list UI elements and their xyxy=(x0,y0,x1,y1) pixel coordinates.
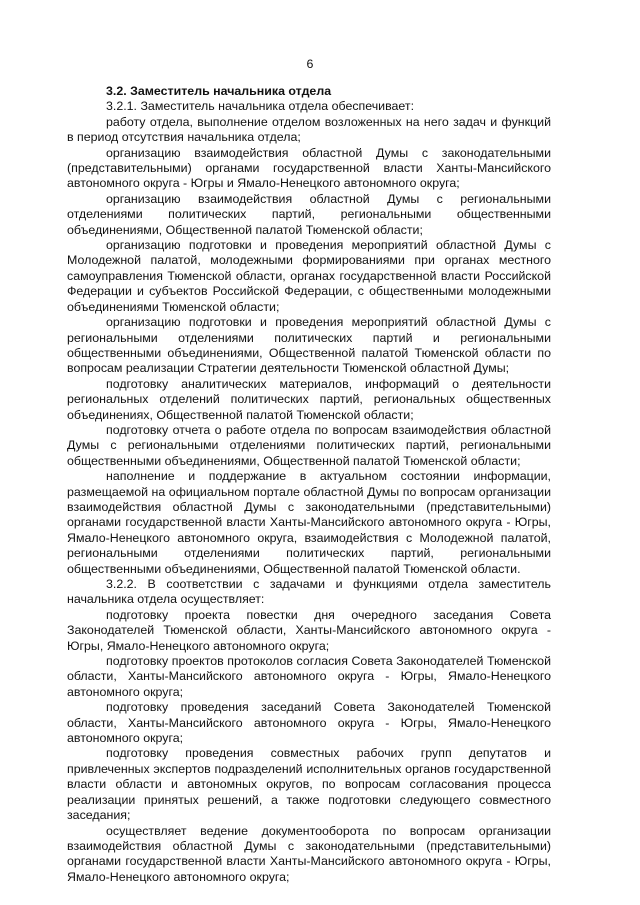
paragraph: подготовку проведения совместных рабочих групп депутатов и привлеченных экспертов подразделений исполнительных органов государственной власти области и автономных округов, по вопросам согласования процесса реализации принятых решений, а также подготовки следующего совместного заседания; xyxy=(67,746,551,823)
paragraph: подготовку проведения заседаний Совета Законодателей Тюменской области, Ханты-Мансийского автономного округа - Югры, Ямало-Ненецкого автономного округа; xyxy=(67,700,551,746)
paragraph: подготовку аналитических материалов, информаций о деятельности региональных отделений политических партий, региональных общественных объединениях, Общественной палатой Тюменской области; xyxy=(67,376,551,422)
paragraph: организацию подготовки и проведения мероприятий областной Думы с Молодежной палатой, молодежными формированиями при органах местного самоуправления Тюменской области, органах государственной власти Российской Федерации и субъектов Российской Федерации, с общественными молодежными объединениями Тюменской области; xyxy=(67,238,551,314)
paragraph: наполнение и поддержание в актуальном состоянии информации, размещаемой на официальном портале областной Думы по вопросам организации взаимодействия областной Думы с законодательными (представительными) органами государственной власти Ханты-Мансийского автономного округа - Югры, Ямало-Ненецкого автономного округа, взаимодействия с Молодежной палатой, региональными отделениями политических партий, региональными общественными объединениями, Общественной палатой Тюменской области. xyxy=(67,469,551,576)
paragraph: подготовку отчета о работе отдела по вопросам взаимодействия областной Думы с региональными отделениями политических партий, региональными общественными объединениями, Общественной палатой Тюменской области; xyxy=(67,422,551,468)
document-body xyxy=(67,84,551,885)
paragraph: работу отдела, выполнение отделом возложенных на него задач и функций в период отсутствия начальника отдела; xyxy=(67,114,551,145)
paragraph: организацию подготовки и проведения мероприятий областной Думы с региональными отделениями политических партий и региональными общественными объединениями, Общественной палатой Тюменской области по вопросам реализации Стратегии деятельности Тюменской областной Думы; xyxy=(67,315,551,376)
paragraph: подготовку проектов протоколов согласия Совета Законодателей Тюменской области, Ханты-Мансийского автономного округа - Югры, Ямало-Ненецкого автономного округа; xyxy=(67,654,551,699)
paragraph: 3.2.1. Заместитель начальника отдела обеспечивает: xyxy=(106,99,415,114)
paragraph: 3.2.2. В соответствии с задачами и функциями отдела заместитель начальника отдела осуществляет: xyxy=(67,577,551,607)
paragraph: подготовку проекта повестки дня очередного заседания Совета Законодателей Тюменской области, Ханты-Мансийского автономного округа - Югры, Ямало-Ненецкого автономного округа; xyxy=(67,607,551,653)
paragraph: осуществляет ведение документооборота по вопросам организации взаимодействия областной Думы с законодательными (представительными) органами государственной власти Ханты-Мансийского автономного округа - Югры, Ямало-Ненецкого автономного округа; xyxy=(67,823,551,884)
page-number: 6 xyxy=(306,57,314,71)
section-heading: 3.2. Заместитель начальника отдела xyxy=(106,84,332,98)
paragraph: организацию взаимодействия областной Думы с региональными отделениями политических партий, региональными общественными объединениями, Общественной палатой Тюменской области; xyxy=(67,191,551,237)
paragraph: организацию взаимодействия областной Думы с законодательными (представительными) органами государственной власти Ханты-Мансийского автономного округа - Югры и Ямало-Ненецкого автономного округа; xyxy=(67,145,551,191)
